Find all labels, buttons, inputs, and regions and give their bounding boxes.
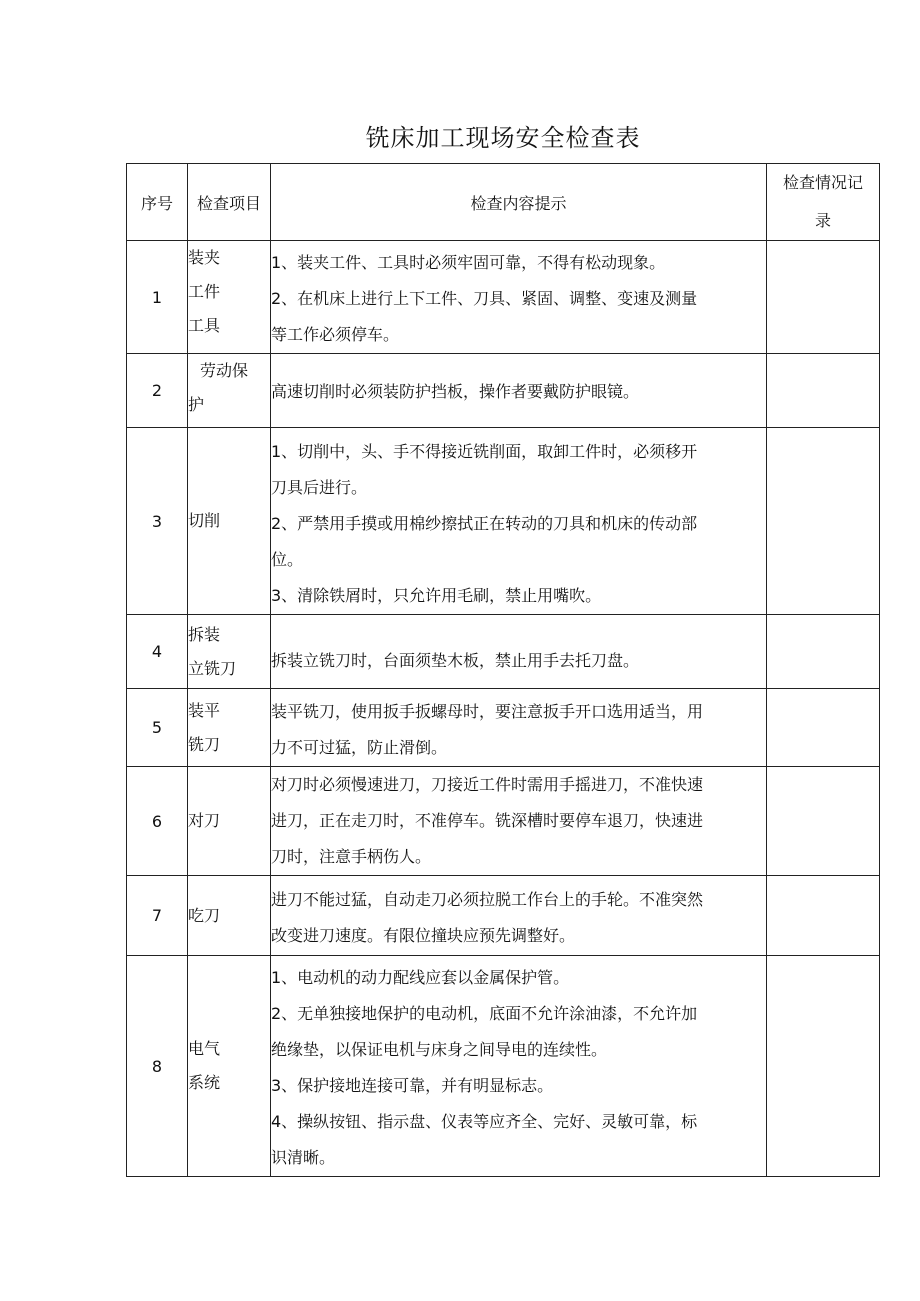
row-record (767, 428, 880, 615)
header-content: 检查内容提示 (271, 164, 767, 241)
row-no: 7 (127, 876, 188, 956)
item-line: 立铣刀 (188, 658, 237, 678)
item-line: 工具 (188, 316, 221, 335)
content-line: 2、无单独接地保护的电动机，底面不允许涂油漆，不允许加 (271, 1004, 698, 1023)
row-content (271, 615, 767, 689)
content-line: 对刀时必须慢速进刀，刀接近工件时需用手摇进刀，不准快速 (271, 775, 704, 794)
table-row (127, 767, 880, 876)
item-line: 对刀 (188, 811, 221, 830)
row-content (271, 876, 767, 956)
table-row (127, 956, 880, 1177)
row-content (271, 241, 767, 354)
content-line: 1、切削中，头、手不得接近铣削面，取卸工件时，必须移开 (271, 442, 698, 461)
row-no: 1 (127, 241, 188, 354)
header-item: 检查项目 (188, 164, 271, 241)
header-no: 序号 (127, 164, 188, 241)
row-content (271, 428, 767, 615)
item-line: 铣刀 (188, 734, 221, 754)
row-record (767, 241, 880, 354)
header-record-line: 录 (814, 211, 831, 230)
page-title: 铣床加工现场安全检查表 (365, 124, 641, 152)
content-line: 高速切削时必须装防护挡板，操作者要戴防护眼镜。 (271, 381, 640, 401)
table-row (127, 354, 880, 428)
content-line: 刀时，注意手柄伤人。 (271, 847, 432, 866)
table-row (127, 615, 880, 689)
row-content (271, 767, 767, 876)
row-no: 8 (127, 956, 188, 1177)
row-item (188, 428, 271, 615)
row-item (188, 876, 271, 956)
row-content (271, 689, 767, 767)
table-row (127, 428, 880, 615)
item-line: 拆装 (188, 624, 221, 644)
content-line: 装平铣刀，使用扳手扳螺母时，要注意扳手开口选用适当，用 (271, 701, 704, 721)
content-line: 进刀，正在走刀时，不准停车。铣深槽时要停车退刀，快速进 (271, 811, 704, 830)
content-line: 改变进刀速度。有限位撞块应预先调整好。 (271, 925, 576, 945)
item-line: 吃刀 (188, 905, 221, 925)
header-row (127, 164, 880, 241)
content-line: 1、装夹工件、工具时必须牢固可靠，不得有松动现象。 (271, 253, 666, 272)
content-line: 进刀不能过猛，自动走刀必须拉脱工作台上的手轮。不准突然 (271, 889, 704, 909)
row-content (271, 956, 767, 1177)
row-item (188, 615, 271, 689)
content-line: 力不可过猛，防止滑倒。 (271, 737, 448, 757)
content-line: 3、清除铁屑时，只允许用毛刷，禁止用嘴吹。 (271, 586, 602, 605)
item-line: 劳动保 (200, 361, 249, 380)
row-no: 2 (127, 354, 188, 428)
table-row (127, 689, 880, 767)
item-line: 系统 (188, 1073, 221, 1092)
row-record (767, 689, 880, 767)
item-line: 装平 (188, 700, 221, 720)
row-content (271, 354, 767, 428)
content-line: 刀具后进行。 (271, 478, 368, 497)
item-line: 切削 (188, 511, 221, 530)
row-record (767, 956, 880, 1177)
row-no: 6 (127, 767, 188, 876)
row-record (767, 615, 880, 689)
item-line: 电气 (188, 1039, 221, 1058)
table-row (127, 876, 880, 956)
item-line: 护 (188, 395, 205, 414)
row-item (188, 354, 271, 428)
content-line: 3、保护接地连接可靠，并有明显标志。 (271, 1076, 554, 1095)
row-no: 4 (127, 615, 188, 689)
content-line: 2、在机床上进行上下工件、刀具、紧固、调整、变速及测量 (271, 289, 698, 308)
row-item (188, 956, 271, 1177)
row-item (188, 689, 271, 767)
row-record (767, 767, 880, 876)
content-line: 1、电动机的动力配线应套以金属保护管。 (271, 968, 570, 987)
content-line: 绝缘垫，以保证电机与床身之间导电的连续性。 (271, 1040, 608, 1059)
table-row (127, 241, 880, 354)
header-record (767, 164, 880, 241)
item-line: 装夹 (188, 248, 221, 267)
row-record (767, 876, 880, 956)
content-line: 等工作必须停车。 (271, 325, 400, 344)
row-record (767, 354, 880, 428)
content-line: 位。 (271, 550, 304, 569)
content-line: 4、操纵按钮、指示盘、仪表等应齐全、完好、灵敏可靠，标 (271, 1112, 698, 1131)
row-no: 3 (127, 428, 188, 615)
row-item (188, 767, 271, 876)
content-line: 拆装立铣刀时，台面须垫木板，禁止用手去托刀盘。 (271, 650, 640, 670)
content-line: 2、严禁用手摸或用棉纱擦拭正在转动的刀具和机床的传动部 (271, 514, 698, 533)
safety-check-table (126, 163, 880, 1177)
row-no: 5 (127, 689, 188, 767)
item-line: 工件 (188, 282, 221, 301)
row-item (188, 241, 271, 354)
content-line: 识清晰。 (271, 1148, 336, 1167)
header-record-line: 检查情况记 (782, 173, 863, 192)
